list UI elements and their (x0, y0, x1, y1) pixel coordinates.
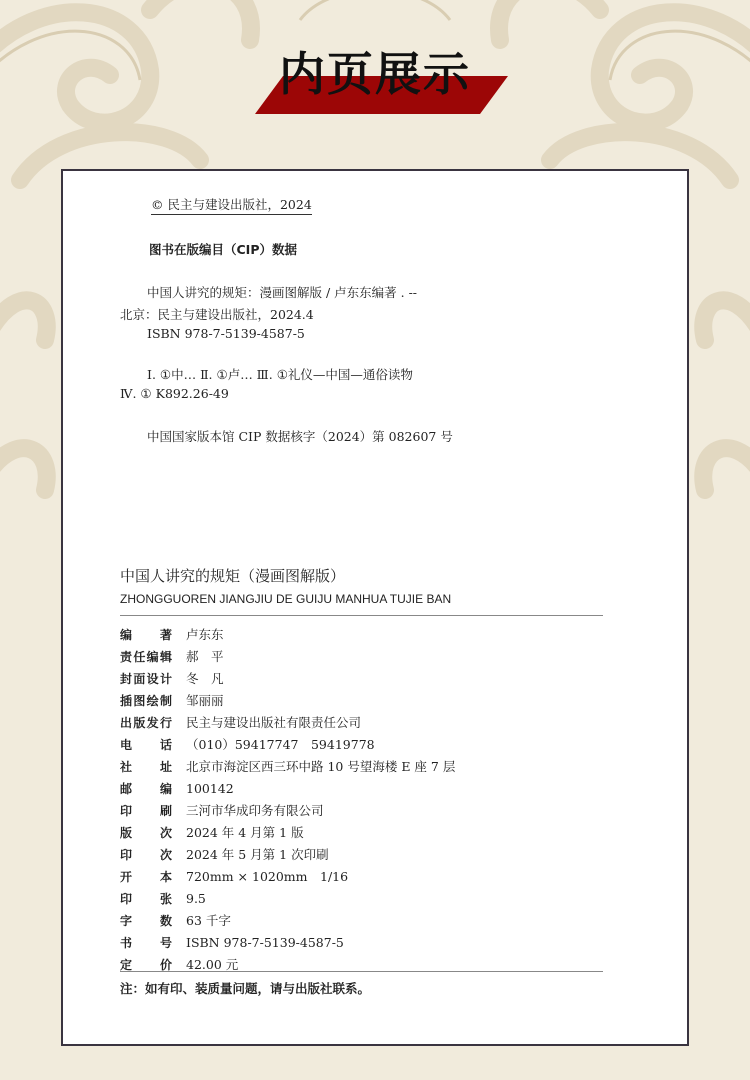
info-row (120, 821, 603, 843)
info-value: 郝 平 (186, 649, 224, 664)
cip-heading: 图书在版编目（CIP）数据 (149, 242, 297, 257)
info-value: 邹丽丽 (186, 693, 224, 708)
info-value: ISBN 978-7-5139-4587-5 (186, 934, 344, 950)
info-row (120, 777, 603, 799)
page-title: 内页展示 (279, 47, 471, 101)
info-label: 出 版 发 行 (120, 715, 172, 730)
info-label: 封 面 设 计 (120, 671, 172, 686)
info-label: 电 话 (120, 737, 172, 752)
info-value: （010）59417747 59419778 (186, 737, 375, 752)
info-value: 100142 (186, 780, 234, 796)
info-label: 责 任 编 辑 (120, 649, 172, 664)
copyright-line: © 民主与建设出版社，2024 (151, 195, 312, 215)
divider-bottom (120, 971, 603, 972)
cip-class-line-1: Ⅰ. ①中… Ⅱ. ①卢… Ⅲ. ①礼仪—中国—通俗读物 (147, 367, 413, 382)
info-row (120, 711, 603, 733)
info-row (120, 623, 603, 645)
info-label: 版 次 (120, 825, 172, 840)
info-label: 邮 编 (120, 781, 172, 796)
info-row (120, 667, 603, 689)
info-row (120, 909, 603, 931)
info-value: 北京市海淀区西三环中路 10 号望海楼 E 座 7 层 (186, 759, 456, 774)
info-label: 编 著 (120, 627, 172, 642)
info-row (120, 645, 603, 667)
info-row (120, 865, 603, 887)
info-row (120, 755, 603, 777)
info-label: 社 址 (120, 759, 172, 774)
info-value: 冬 凡 (186, 671, 224, 686)
info-row (120, 799, 603, 821)
info-label: 开 本 (120, 869, 172, 884)
info-label: 印 刷 (120, 803, 172, 818)
book-pinyin-title: ZHONGGUOREN JIANGJIU DE GUIJU MANHUA TUJIE BAN (120, 592, 452, 606)
cip-isbn: ISBN 978-7-5139-4587-5 (147, 326, 305, 341)
divider-top (120, 615, 603, 616)
cip-line-2: 北京：民主与建设出版社，2024.4 (120, 307, 314, 322)
info-row (120, 887, 603, 909)
info-row (120, 931, 603, 953)
info-row (120, 733, 603, 755)
info-value: 720mm × 1020mm 1/16 (186, 869, 349, 884)
info-value: 三河市华成印务有限公司 (186, 803, 324, 818)
cip-class-line-2: Ⅳ. ① K892.26-49 (120, 386, 229, 401)
book-title: 中国人讲究的规矩（漫画图解版） (120, 567, 346, 585)
info-value: 2024 年 4 月第 1 版 (186, 825, 304, 840)
info-row (120, 843, 603, 865)
info-label: 书 号 (120, 935, 172, 950)
info-value: 2024 年 5 月第 1 次印刷 (186, 847, 329, 862)
info-value: 9.5 (186, 890, 206, 906)
info-label: 印 张 (120, 891, 172, 906)
info-label: 印 次 (120, 847, 172, 862)
quality-note: 注：如有印、装质量问题，请与出版社联系。 (120, 981, 371, 996)
info-label: 字 数 (120, 913, 172, 928)
info-label: 定 价 (120, 957, 172, 972)
copyright-page (61, 169, 689, 1046)
info-label: 插 图 绘 制 (120, 693, 172, 708)
info-row (120, 689, 603, 711)
info-value: 42.00 元 (186, 957, 239, 972)
info-value: 卢东东 (186, 627, 224, 642)
cip-line-1: 中国人讲究的规矩：漫画图解版 / 卢东东编著 . -- (147, 285, 418, 300)
cip-number: 中国国家版本馆 CIP 数据核字（2024）第 082607 号 (147, 429, 453, 444)
info-value: 民主与建设出版社有限责任公司 (186, 715, 362, 730)
publication-info-list (120, 623, 603, 975)
info-value: 63 千字 (186, 913, 231, 928)
